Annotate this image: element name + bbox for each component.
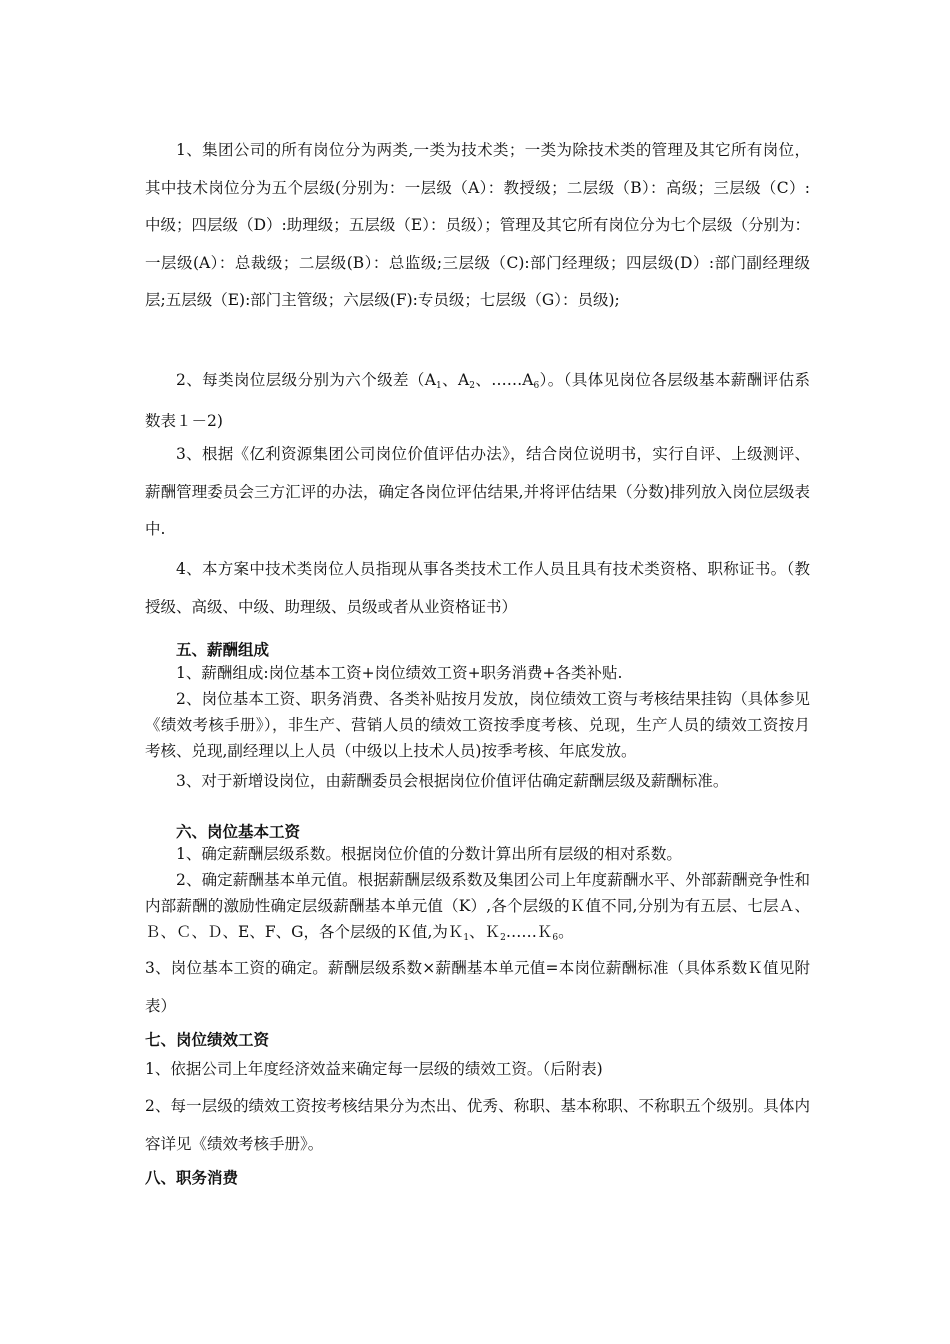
text-run: 、A (441, 371, 470, 389)
text-run: 。 (558, 923, 574, 941)
s5-paragraph-3: 3、对于新增设岗位，由薪酬委员会根据岗位价值评估确定薪酬层级及薪酬标准。 (176, 772, 729, 790)
s4-paragraph-4: 4、本方案中技术类岗位人员指现从事各类技术工作人员且具有技术类资格、职称证书。（教授级、高级、中级、助理级、员级或者从业资格证书） (145, 560, 810, 616)
s7-paragraph-1: 1、依据公司上年度经济效益来确定每一层级的绩效工资。（后附表) (145, 1060, 603, 1078)
subscript: 1 (463, 933, 470, 943)
section-heading-5: 五、薪酬组成 (176, 641, 270, 659)
s6-paragraph-1: 1、确定薪酬层级系数。根据岗位价值的分数计算出所有层级的相对系数。 (176, 845, 682, 863)
text-run: 、Ｋ (469, 923, 501, 941)
s5-paragraph-2: 2、岗位基本工资、职务消费、各类补贴按月发放，岗位绩效工资与考核结果挂钩（具体参见《绩效考核手册》），非生产、营销人员的绩效工资按季度考核、兑现，生产人员的绩效工资按月考核、兑现,副经理以上人员（中级以上技术人员)按季考核、年底发放。 (145, 690, 810, 760)
s4-paragraph-1: 1、集团公司的所有岗位分为两类,一类为技术类；一类为除技术类的管理及其它所有岗位，其中技术岗位分为五个层级(分别为：一层级（A）：教授级；二层级（B）：高级；三层级（C）:中级；四层级（D）:助理级；五层级（E）：员级）；管理及其它所有岗位分为七个层级（分别为：一层级(A）：总裁级；二层级(B）：总监级;三层级（C):部门经理级；四层级(D）:部门副经理级层;五层级（E):部门主管级；六层级(F):专员级；七层级（G）：员级); (145, 141, 810, 309)
s7-paragraph-2: 2、每一层级的绩效工资按考核结果分为杰出、优秀、称职、基本称职、不称职五个级别。具体内容详见《绩效考核手册》。 (145, 1097, 810, 1153)
section-heading-8: 八、职务消费 (145, 1169, 239, 1187)
s5-paragraph-1: 1、薪酬组成:岗位基本工资+岗位绩效工资+职务消费+各类补贴. (176, 664, 623, 682)
text-run: 2、确定薪酬基本单元值。根据薪酬层级系数及集团公司上年度薪酬水平、外部薪酬竞争性和内部薪酬的激励性确定层级薪酬基本单元值（K）,各个层级的Ｋ值不同,分别为有五层、七层Ａ、Ｂ、Ｃ、Ｄ、E、F、G，各个层级的Ｋ值,为Ｋ (145, 871, 810, 941)
section-heading-7: 七、岗位绩效工资 (145, 1031, 270, 1049)
subscript: 6 (533, 381, 540, 391)
text-run: ）。（具体见岗位各层级基本薪酬评估系数表１－2) (145, 371, 810, 430)
subscript: 2 (500, 933, 506, 943)
subscript: 2 (469, 381, 475, 391)
text-run: ……Ｋ (505, 923, 553, 941)
s6-paragraph-2 (145, 867, 810, 948)
s6-paragraph-3: 3、岗位基本工资的确定。薪酬层级系数×薪酬基本单元值=本岗位薪酬标准（具体系数Ｋ值见附表） (145, 959, 810, 1015)
text-run: 2、每类岗位层级分别为六个级差（A (176, 371, 437, 389)
text-run: 、……A (474, 371, 534, 389)
s4-paragraph-2 (145, 362, 810, 440)
s4-paragraph-3: 3、根据《亿利资源集团公司岗位价值评估办法》，结合岗位说明书，实行自评、上级测评、薪酬管理委员会三方汇评的办法，确定各岗位评估结果,并将评估结果（分数)排列放入岗位层级表中. (145, 445, 810, 538)
subscript: 6 (552, 933, 559, 943)
section-heading-6: 六、岗位基本工资 (176, 823, 301, 841)
subscript: 1 (436, 381, 442, 391)
